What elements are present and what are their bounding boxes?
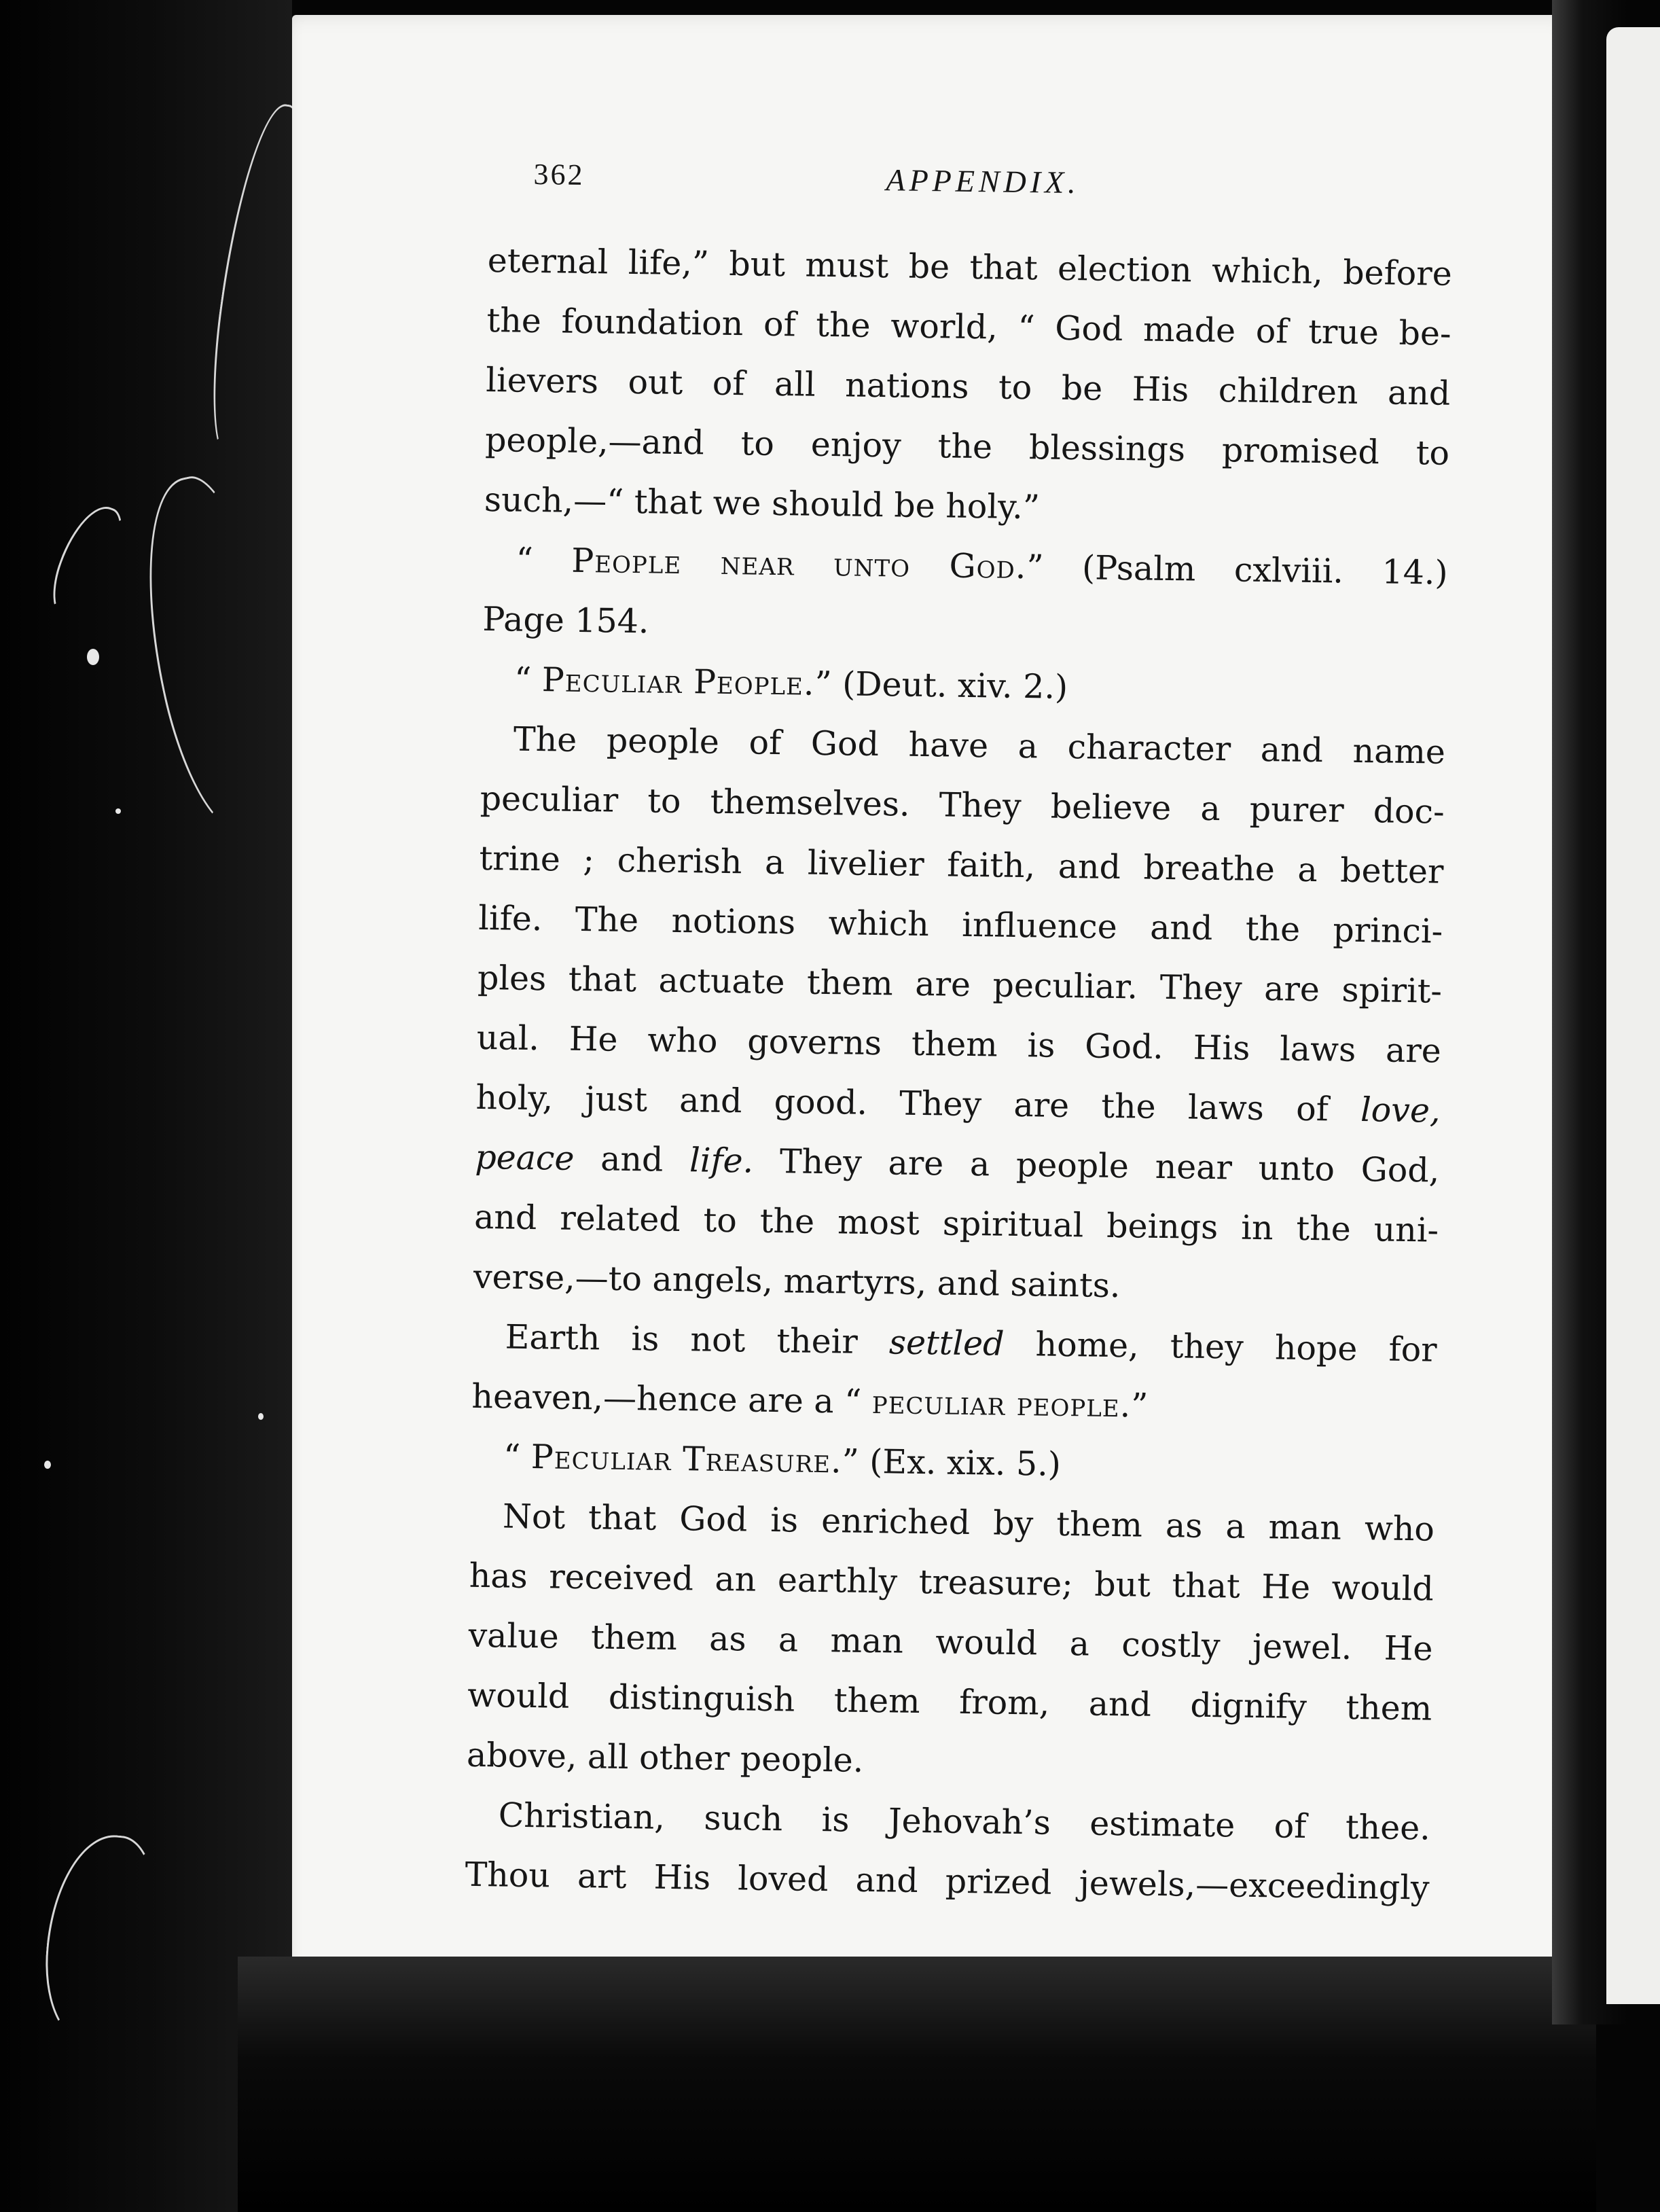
scripture-reference: ” (Psalm cxlviii. 14.) (1026, 548, 1448, 592)
page-number: 362 (533, 157, 585, 192)
text-line: people,—and to enjoy the blessings promised to (484, 420, 1450, 473)
dust-speck (44, 1461, 51, 1469)
text-line: and related to the most spiritual beings in the uni- (473, 1197, 1439, 1250)
text-line: life. The notions which influence and the princi- (477, 898, 1443, 951)
text-line: The people of God have a character and name (513, 719, 1446, 772)
dust-speck (258, 1413, 264, 1420)
adjacent-page-edge (1606, 27, 1660, 2004)
text-line: would distinguish them from, and dignify them (467, 1675, 1432, 1728)
text-line: eternal life,” but must be that election which, before (487, 240, 1453, 293)
italic-word: settled (888, 1323, 1005, 1363)
page-reference: Page 154. (482, 599, 649, 641)
quote-mark: “ (503, 1437, 532, 1477)
text-line: has received an earthly treasure; but that He would (469, 1556, 1435, 1609)
italic-word: life. (689, 1141, 754, 1181)
text-span: heaven,—hence are a “ (471, 1376, 873, 1422)
text-line: above, all other people. (466, 1735, 864, 1780)
italic-word: love, (1360, 1090, 1441, 1130)
text-line: trine ; cherish a livelier faith, and breathe a better (479, 838, 1444, 891)
heading-text: Peculiar Treasure. (530, 1438, 843, 1481)
text-span: home, they hope for (1004, 1324, 1438, 1370)
text-line: value them as a man would a costly jewel. He (468, 1616, 1433, 1669)
scripture-reference: ” (Deut. xiv. 2.) (814, 664, 1068, 707)
quote-mark: “ (513, 660, 543, 700)
small-caps-phrase: peculiar people. (871, 1382, 1132, 1425)
quote-mark: “ (516, 540, 572, 580)
text-line: such,—“ that we should be holy.” (484, 480, 1041, 527)
text-span: holy, just and good. They are the laws of (475, 1077, 1361, 1130)
page-text-block (465, 156, 1454, 1919)
heading-text: People near unto God. (571, 541, 1027, 587)
dust-speck (115, 808, 121, 814)
running-head-title: APPENDIX. (886, 162, 1081, 200)
text-line: the foundation of the world, “ God made of true be- (486, 300, 1451, 353)
running-head (488, 156, 1453, 245)
dust-fiber (39, 1830, 162, 2046)
text-line: peculiar to themselves. They believe a purer doc- (480, 779, 1445, 832)
heading-text: Peculiar People. (541, 660, 815, 703)
text-span: They are a people near unto God, (753, 1141, 1440, 1190)
text-line: Not that God is enriched by them as a man who (502, 1497, 1435, 1549)
text-line: ples that actuate them are peculiar. They are spirit- (477, 958, 1443, 1011)
text-span: ” (1130, 1386, 1149, 1425)
scripture-reference: ” (Ex. xix. 5.) (842, 1442, 1062, 1484)
text-span: and (574, 1139, 690, 1180)
italic-word: peace (475, 1137, 575, 1178)
dust-fiber (120, 467, 305, 840)
book-edge-shadow (0, 0, 292, 2212)
dust-fiber (42, 497, 132, 627)
text-span: Earth is not their (505, 1317, 890, 1362)
page-bottom-shadow (238, 1957, 1596, 2212)
text-line: Thou art His loved and prized jewels,—exceedingly (465, 1855, 1430, 1908)
text-line: ual. He who governs them is God. His laws are (476, 1018, 1442, 1071)
text-line: verse,—to angels, martyrs, and saints. (473, 1257, 1121, 1306)
dust-speck (87, 649, 99, 665)
text-line: lievers out of all nations to be His children and (486, 360, 1451, 413)
text-line: Christian, such is Jehovah’s estimate of thee. (498, 1796, 1431, 1848)
